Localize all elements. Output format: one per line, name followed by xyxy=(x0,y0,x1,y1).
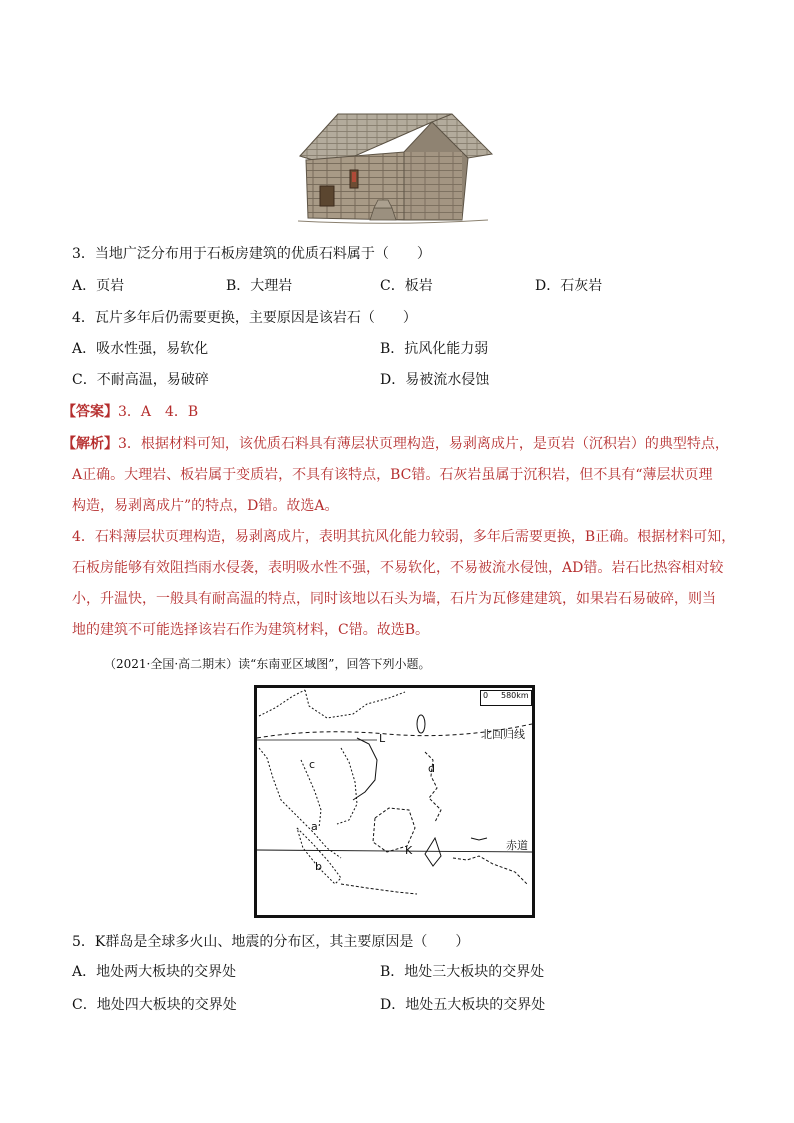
analysis-tag: 【解析】 xyxy=(62,436,118,452)
answer-tag: 【答案】 xyxy=(62,404,118,420)
analysis-line-4: 4．石料薄层状页理构造，易剥离成片，表明其抗风化能力较弱，多年后需要更换，B正确。根据材料可知， xyxy=(72,529,736,545)
analysis-line-5: 石板房能够有效阻挡雨水侵袭，表明吸水性不强，不易软化，不易被流水侵蚀，AD错。岩石比热容相对较 xyxy=(72,560,724,576)
map-letter-l: L xyxy=(379,732,386,745)
tropic-label: 北回归线 xyxy=(481,728,525,741)
q4-option-b: B．抗风化能力弱 xyxy=(380,341,489,357)
answer-line xyxy=(62,402,198,422)
q5-option-c: C．地处四大板块的交界处 xyxy=(72,997,237,1013)
stone-house-illustration xyxy=(292,108,498,226)
map-letter-b: b xyxy=(315,860,322,873)
q5-option-a: A．地处两大板块的交界处 xyxy=(72,964,237,980)
q4-option-d: D．易被流水侵蚀 xyxy=(380,372,490,388)
q3-option-a: A．页岩 xyxy=(72,278,125,294)
analysis-line-1 xyxy=(62,434,729,454)
scale-zero: 0 xyxy=(483,691,489,700)
q4-option-a: A．吸水性强，易软化 xyxy=(72,341,209,357)
q5-option-b: B．地处三大板块的交界处 xyxy=(380,964,545,980)
question-4-stem: 4．瓦片多年后仍需要更换，主要原因是该岩石（ ） xyxy=(72,310,417,326)
map-letter-c: c xyxy=(309,758,316,771)
map-outline xyxy=(257,688,532,915)
analysis-line-3: 构造，易剥离成片”的特点，D错。故选A。 xyxy=(72,498,339,514)
scale-distance: 580km xyxy=(501,691,529,700)
map-letter-k: K xyxy=(405,844,413,857)
source-line: （2021·全国·高二期末）读“东南亚区域图”，回答下列小题。 xyxy=(104,657,431,671)
equator-label: 赤道 xyxy=(506,839,528,852)
q3-option-c: C．板岩 xyxy=(380,278,433,294)
map-letter-d: d xyxy=(428,762,435,775)
answer-text: 3．A 4．B xyxy=(118,404,199,420)
analysis-line-7: 地的建筑不可能选择该岩石作为建筑材料，C错。故选B。 xyxy=(72,622,429,638)
question-3-stem: 3．当地广泛分布用于石板房建筑的优质石料属于（ ） xyxy=(72,246,431,262)
q5-option-d: D．地处五大板块的交界处 xyxy=(380,997,546,1013)
question-5-stem: 5．K群岛是全球多火山、地震的分布区，其主要原因是（ ） xyxy=(72,934,470,950)
q3-option-b: B．大理岩 xyxy=(226,278,293,294)
southeast-asia-map xyxy=(254,685,535,918)
analysis-line-2: A正确。大理岩、板岩属于变质岩，不具有该特点，BC错。石灰岩虽属于沉积岩，但不具有“薄层状页理 xyxy=(72,467,713,483)
analysis-line-6: 小，升温快，一般具有耐高温的特点，同时该地以石头为墙，石片为瓦修建建筑，如果岩石易破碎，则当 xyxy=(72,591,716,607)
analysis-text-1: 3．根据材料可知，该优质石料具有薄层状页理构造，易剥离成片，是页岩（沉积岩）的典型特点， xyxy=(118,436,729,452)
map-letter-a: a xyxy=(311,820,318,833)
q4-option-c: C．不耐高温，易破碎 xyxy=(72,372,209,388)
map-scale-bar xyxy=(480,690,532,706)
q3-option-d: D．石灰岩 xyxy=(535,278,603,294)
